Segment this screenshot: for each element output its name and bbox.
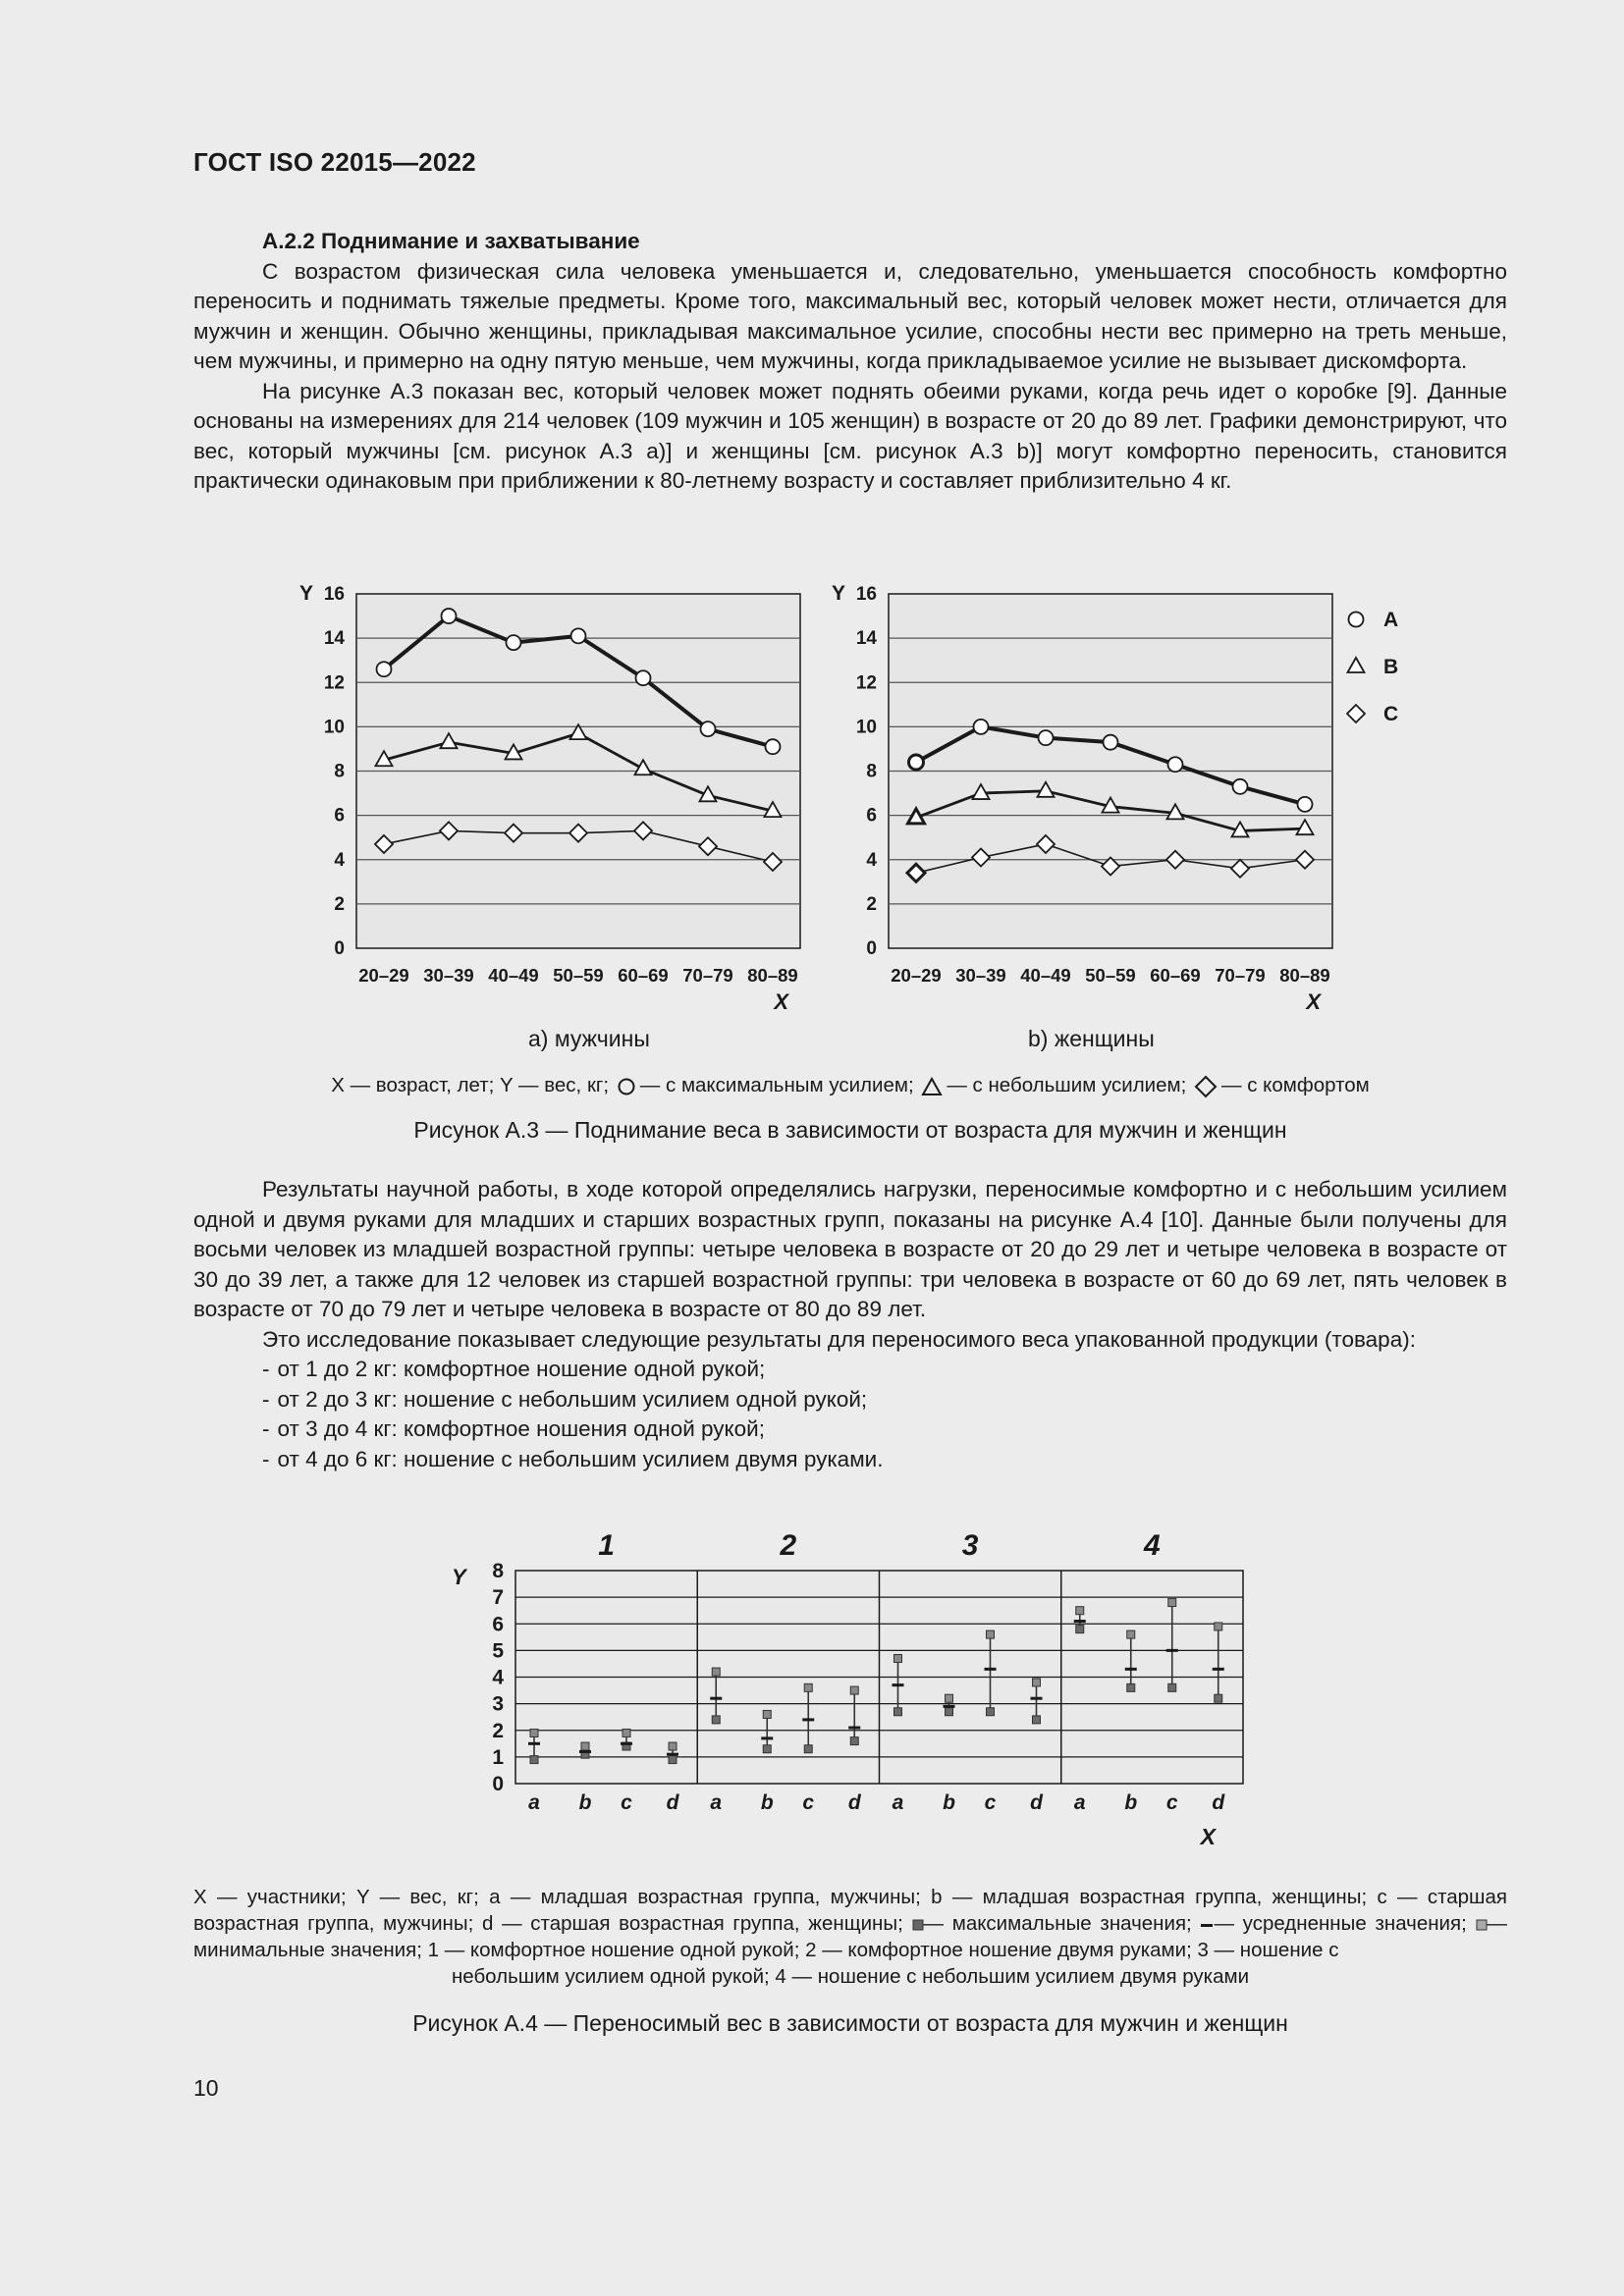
x-tick-label: a	[892, 1791, 904, 1814]
section-heading: А.2.2 Поднимание и захватывание	[262, 229, 640, 253]
x-axis-label: X	[774, 989, 788, 1014]
subfigure-a-label: a) мужчины	[528, 1026, 650, 1051]
min-marker	[1127, 1683, 1135, 1691]
y-tick-label: 6	[334, 805, 345, 827]
x-tick-label: a	[1073, 1791, 1086, 1814]
max-marker	[1033, 1679, 1041, 1686]
y-tick-label: 5	[492, 1639, 504, 1663]
legend-triangle-text: — с небольшим усилием;	[947, 1074, 1187, 1096]
y-tick-label: 6	[866, 805, 877, 827]
max-marker	[1076, 1607, 1084, 1615]
legend-a4-last-line: небольшим усилием одной рукой; 4 — ношение с небольшим усилием двумя руками	[451, 1965, 1250, 1988]
x-tick-label: 70–79	[682, 965, 733, 986]
max-marker	[946, 1694, 953, 1702]
legend-label: C	[1383, 703, 1399, 725]
avg-marker	[1074, 1620, 1086, 1623]
x-tick-label: b	[578, 1791, 592, 1814]
avg-marker	[802, 1718, 814, 1721]
x-tick-label: d	[1030, 1791, 1043, 1814]
subfigure-b-label: b) женщины	[1028, 1026, 1155, 1051]
x-tick-label: b	[760, 1791, 774, 1814]
y-tick-label: 8	[334, 761, 345, 782]
y-tick-label: 8	[866, 761, 877, 782]
y-tick-label: 0	[492, 1773, 504, 1795]
y-axis-label: Y	[452, 1565, 466, 1589]
y-tick-label: 4	[492, 1666, 504, 1689]
list-item: - от 1 до 2 кг: комфортное ношение одной рукой;	[262, 1355, 1507, 1385]
legend-avg-icon	[1200, 1919, 1214, 1931]
y-tick-label: 4	[866, 849, 877, 871]
x-tick-label: d	[666, 1791, 679, 1814]
min-marker	[804, 1745, 812, 1753]
y-axis-label: Y	[299, 582, 314, 605]
legend-avg-text: — усредненные значения;	[1214, 1912, 1467, 1935]
paragraph-4: Это исследование показывает следующие результаты для переносимого веса упакованной продукции (товара):	[262, 1326, 1416, 1352]
avg-marker	[710, 1697, 722, 1700]
paragraph-3: Результаты научной работы, в ходе которой определялись нагрузки, переносимые комфортно и с небольшим усилием одной и двумя руками для младших и старших возрастных групп, показаны на рисунке А.4 [10]. Данные были получены для восьми человек из младшей возрастной группы: четыре человека в возрасте от 20 до 29 лет и четыре человека в возрасте от 30 до 39 лет, а также для 12 человек из старшей возрастной группы: три человека в возрасте от 60 до 69 лет, пять человек в возрасте от 70 до 79 лет и четыре человека в возрасте от 80 до 89 лет.	[193, 1177, 1507, 1321]
list-item: - от 2 до 3 кг: ношение с небольшим усилием одной рукой;	[262, 1385, 1507, 1415]
x-tick-label: d	[847, 1791, 861, 1814]
min-marker	[763, 1745, 771, 1753]
legend-a4-text: X — участники; Y — вес, кг; a — младшая возрастная группа, мужчины; b — младшая возрастная группа, женщины; c — старшая возрастная группа, мужчины; d — старшая возрастная группа, женщины;	[193, 1886, 1507, 1935]
avg-marker	[1125, 1668, 1137, 1671]
max-marker	[712, 1668, 720, 1676]
avg-marker	[1166, 1649, 1178, 1652]
y-tick-label: 12	[323, 672, 345, 694]
paragraph-2: На рисунке А.3 показан вес, который человек может поднять обеими руками, когда речь идет о коробке [9]. Данные основаны на измерениях для 214 человек (109 мужчин и 105 женщин) в возрасте от 20 до 89 лет. Графики демонстрируют, что вес, который мужчины [см. рисунок А.3 a)] и женщины [см. рисунок А.3 b)] могут комфортно переносить, становится практически одинаковым при приближении к 80-летнему возрасту и составляет приблизительно 4 кг.	[193, 378, 1507, 493]
chart-carried-weight	[452, 1529, 1243, 1849]
x-axis-label: X	[1200, 1824, 1216, 1849]
max-marker	[894, 1655, 902, 1663]
y-tick-label: 16	[323, 584, 345, 605]
x-tick-label: 50–59	[1085, 965, 1136, 986]
legend-min-icon	[1476, 1919, 1488, 1931]
x-tick-label: 60–69	[1150, 965, 1201, 986]
x-axis-label: X	[1306, 989, 1321, 1014]
figure-a4-caption: Рисунок А.4 — Переносимый вес в зависимости от возраста для мужчин и женщин	[412, 2010, 1288, 2036]
x-tick-label: 40–49	[488, 965, 539, 986]
max-marker	[763, 1710, 771, 1718]
x-tick-label: 50–59	[553, 965, 604, 986]
max-marker	[669, 1742, 677, 1750]
avg-marker	[528, 1742, 540, 1745]
legend-max-icon	[912, 1919, 924, 1931]
legend-min-text: — минимальные значения; 1 — комфортное ношение одной рукой; 2 — комфортное ношение двумя руками; 3 — ношение с	[193, 1912, 1508, 1961]
min-marker	[1215, 1694, 1222, 1702]
max-marker	[623, 1729, 630, 1736]
avg-marker	[761, 1736, 773, 1739]
avg-marker	[1031, 1697, 1043, 1700]
min-marker	[1076, 1626, 1084, 1633]
max-marker	[987, 1630, 995, 1638]
figure-a4-legend	[193, 1884, 1507, 1990]
y-tick-label: 3	[492, 1692, 504, 1716]
group-label: 1	[598, 1529, 615, 1562]
paragraph-1: С возрастом физическая сила человека уменьшается и, следовательно, уменьшается способность комфортно переносить и поднимать тяжелые предметы. Кроме того, максимальный вес, который человек может нести, отличается для мужчин и женщин. Обычно женщины, прикладывая максимальное усилие, способны нести вес примерно на треть меньше, чем мужчины, и примерно на одну пятую меньше, чем мужчины, когда прикладываемое усилие не вызывает дискомфорта.	[193, 258, 1507, 373]
y-axis-label: Y	[832, 582, 846, 605]
y-tick-label: 10	[323, 717, 345, 738]
y-tick-label: 7	[492, 1586, 504, 1610]
x-tick-label: 60–69	[618, 965, 669, 986]
y-tick-label: 2	[866, 893, 877, 915]
min-marker	[987, 1708, 995, 1716]
avg-marker	[848, 1727, 860, 1730]
x-tick-label: b	[943, 1791, 955, 1814]
y-tick-label: 14	[855, 628, 877, 650]
list-item: - от 4 до 6 кг: ношение с небольшим усилием двумя руками.	[262, 1445, 1507, 1475]
y-tick-label: 0	[334, 938, 345, 959]
y-tick-label: 2	[334, 893, 345, 915]
y-tick-label: 16	[855, 584, 877, 605]
avg-marker	[985, 1668, 997, 1671]
max-marker	[581, 1742, 589, 1750]
max-marker	[1215, 1623, 1222, 1630]
y-tick-label: 14	[323, 628, 345, 650]
x-tick-label: c	[1165, 1791, 1178, 1814]
min-marker	[850, 1737, 858, 1745]
max-marker	[530, 1729, 538, 1736]
x-tick-label: 30–39	[955, 965, 1006, 986]
max-marker	[850, 1686, 858, 1694]
x-tick-label: c	[802, 1791, 815, 1814]
group-label: 3	[961, 1529, 979, 1562]
min-marker	[669, 1756, 677, 1764]
legend-label: B	[1383, 656, 1399, 678]
x-tick-label: b	[1124, 1791, 1138, 1814]
avg-marker	[1213, 1668, 1224, 1671]
x-tick-label: 30–39	[423, 965, 474, 986]
min-marker	[530, 1756, 538, 1764]
group-label: 2	[780, 1529, 797, 1562]
min-marker	[712, 1716, 720, 1724]
x-tick-label: c	[984, 1791, 997, 1814]
y-tick-label: 0	[866, 938, 877, 959]
x-tick-label: 20–29	[358, 965, 409, 986]
y-tick-label: 6	[492, 1613, 504, 1636]
max-marker	[1127, 1630, 1135, 1638]
min-marker	[1168, 1683, 1176, 1691]
avg-marker	[621, 1742, 632, 1745]
x-tick-label: c	[621, 1791, 632, 1814]
x-tick-label: a	[528, 1791, 540, 1814]
y-tick-label: 4	[334, 849, 345, 871]
legend-label: A	[1383, 609, 1399, 631]
min-marker	[894, 1708, 902, 1716]
x-tick-label: a	[710, 1791, 723, 1814]
group-label: 4	[1144, 1529, 1161, 1562]
avg-marker	[667, 1753, 678, 1756]
avg-marker	[944, 1705, 955, 1708]
x-tick-label: 70–79	[1215, 965, 1266, 986]
max-marker	[804, 1683, 812, 1691]
min-marker	[1033, 1716, 1041, 1724]
x-tick-label: 80–89	[747, 965, 798, 986]
list-item: - от 3 до 4 кг: комфортное ношения одной рукой;	[262, 1415, 1507, 1445]
x-tick-label: d	[1212, 1791, 1225, 1814]
legend-max-text: — максимальные значения;	[923, 1912, 1192, 1935]
x-tick-label: 40–49	[1020, 965, 1071, 986]
legend-diamond-text: — с комфортом	[1221, 1074, 1370, 1096]
x-tick-label: 80–89	[1279, 965, 1330, 986]
max-marker	[1168, 1599, 1176, 1607]
legend-circle-text: — с максимальным усилием;	[639, 1074, 914, 1096]
y-tick-label: 12	[855, 672, 877, 694]
figure-a3-caption: Рисунок А.3 — Поднимание веса в зависимости от возраста для мужчин и женщин	[413, 1117, 1287, 1143]
document-header: ГОСТ ISO 22015—2022	[193, 147, 476, 177]
page-number: 10	[193, 2075, 219, 2101]
y-tick-label: 2	[492, 1719, 504, 1742]
y-tick-label: 10	[855, 717, 877, 738]
y-tick-label: 1	[492, 1745, 504, 1769]
avg-marker	[893, 1683, 904, 1686]
avg-marker	[579, 1750, 591, 1753]
x-tick-label: 20–29	[891, 965, 942, 986]
y-tick-label: 8	[492, 1560, 504, 1582]
legend-axes-text: X — возраст, лет; Y — вес, кг;	[331, 1074, 610, 1096]
min-marker	[946, 1708, 953, 1716]
